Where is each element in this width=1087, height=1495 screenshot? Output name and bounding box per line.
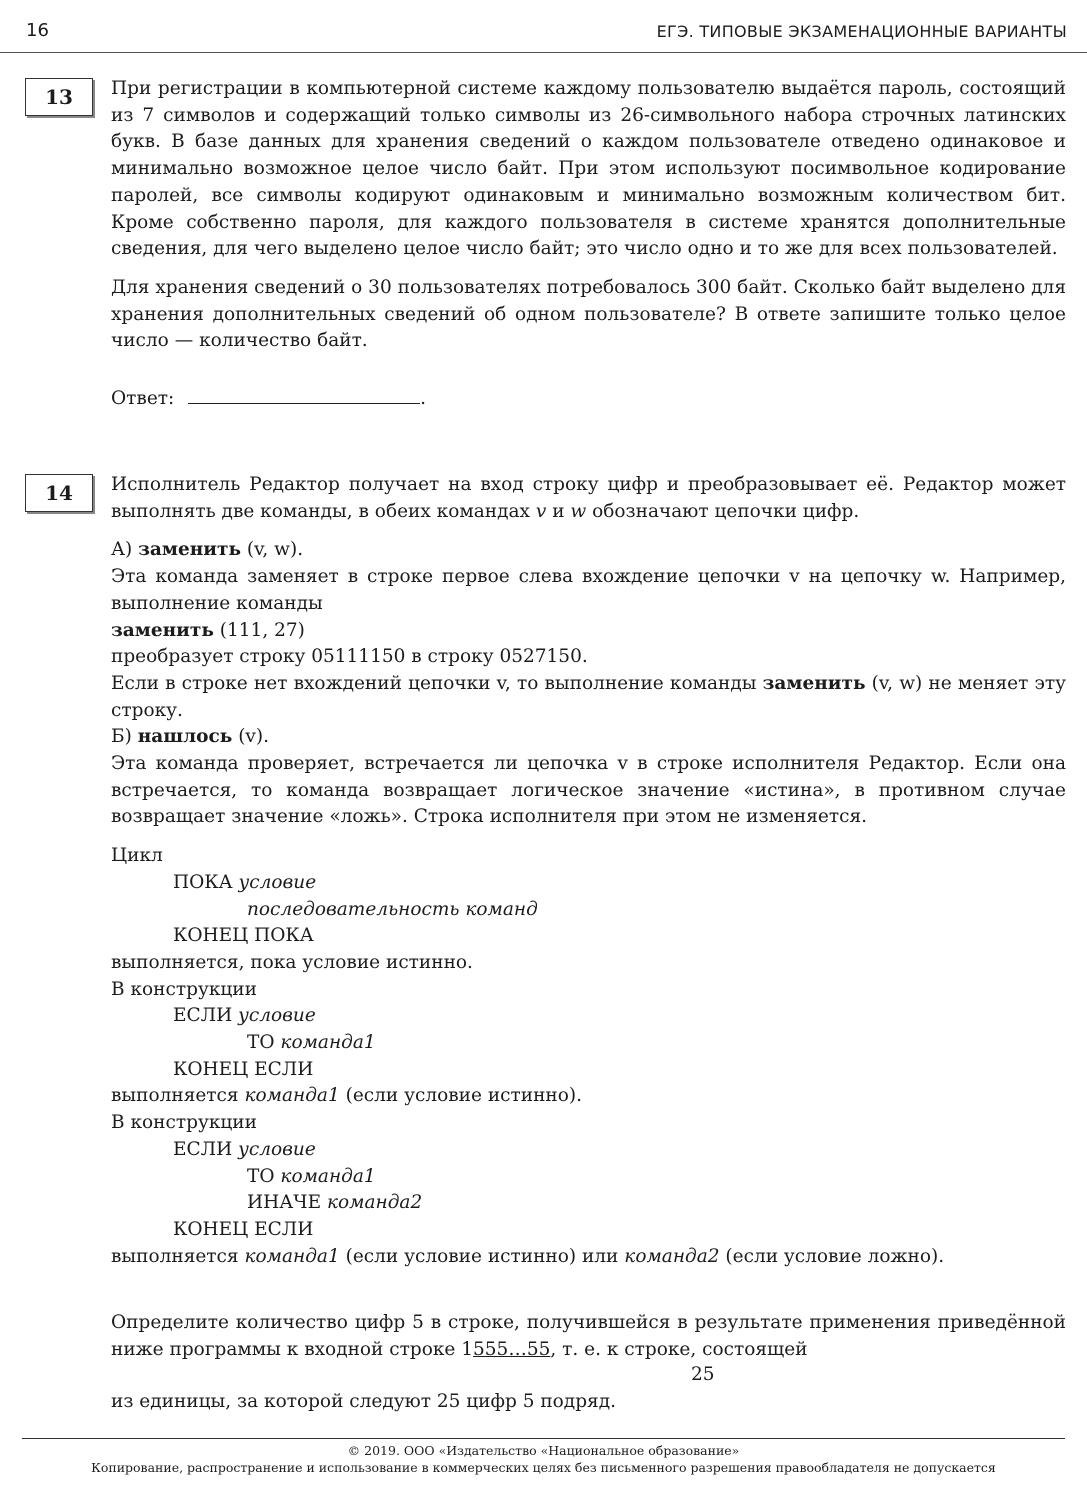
if1-label: В конструкции xyxy=(111,978,257,1000)
if1-note: выполняется команда1 (если условие истинно). xyxy=(111,1085,582,1107)
page-header xyxy=(0,0,1087,53)
answer-end-mark: . xyxy=(420,388,427,410)
end-while: КОНЕЦ ПОКА xyxy=(173,925,314,947)
loop-label: Цикл xyxy=(111,845,163,867)
command-b-description: Эта команда проверяет, встречается ли цепочка v в строке исполнителя Редактор. Если она встречается, то команда возвращает логическое значение «истина», в противном случае возвращает значение «ложь». Строка исполнителя при этом не изменяется. xyxy=(111,753,1066,828)
task-14-intro: Исполнитель Редактор получает на вход строку цифр и преобразовывает её. Редактор может выполнять две команды, в обеих командах v и w обозначают цепочки цифр. xyxy=(111,474,1066,522)
count-subscript: 25 xyxy=(691,1364,715,1385)
task-14-body xyxy=(111,472,1066,1270)
construct-descriptions xyxy=(111,843,1066,1270)
answer-label: Ответ: xyxy=(111,388,175,410)
command-a-example-result: преобразует строку 05111150 в строку 0527150. xyxy=(111,646,588,668)
running-head: ЕГЭ. ТИПОВЫЕ ЭКЗАМЕНАЦИОННЫЕ ВАРИАНТЫ xyxy=(656,22,1067,41)
page-number: 16 xyxy=(26,20,49,41)
command-a-title: А) заменить (v, w). xyxy=(111,539,304,561)
if1-end: КОНЕЦ ЕСЛИ xyxy=(173,1058,314,1080)
while-note: выполняется, пока условие истинно. xyxy=(111,951,473,973)
footer-notice: Копирование, распространение и использование в коммерческих целях без письменного разрешения правообладателя не допускается xyxy=(91,1460,996,1475)
question-text: Определите количество цифр 5 в строке, получившейся в результате применения приведённой ниже программы к входной строке 1555…55, т. е. к строке, состоящей xyxy=(111,1312,1066,1360)
if2-then: ТО команда1 xyxy=(247,1165,376,1187)
task-13-number-box: 13 xyxy=(25,78,93,116)
while-body: последовательность команд xyxy=(247,898,538,920)
if2-line: ЕСЛИ условие xyxy=(173,1138,316,1160)
command-a-description: Эта команда заменяет в строке первое слева вхождение цепочки v на цепочку w. Например, выполнение команды xyxy=(111,566,1066,614)
task-13-paragraph-2: Для хранения сведений о 30 пользователях потребовалось 300 байт. Сколько байт выделено для хранения дополнительных сведений об одном пользователе? В ответе запишите только целое число — количество байт. xyxy=(111,276,1066,352)
task-14-number-box: 14 xyxy=(25,474,93,512)
task-13-answer xyxy=(111,383,1066,413)
footer-copyright: © 2019. ООО «Издательство «Национальное образование» xyxy=(347,1443,740,1458)
question-continuation: из единицы, за которой следуют 25 цифр 5 подряд. xyxy=(111,1391,616,1413)
command-a-example: заменить (111, 27) xyxy=(111,619,305,641)
task-13-body xyxy=(111,76,1066,413)
task-13-paragraph-1: При регистрации в компьютерной системе каждому пользователю выдаётся пароль, состоящий из 7 символов и содержащий только символы из 26-символьного набора строчных латинских букв. В базе данных для хранения сведений о каждом пользователе отведено одинаковое и минимально возможное целое число байт. При этом используют посимвольное кодирование паролей, все символы кодируют одинаковым и минимально возможным количеством бит. Кроме собственно пароля, для каждого пользователя в системе хранятся дополнительные сведения, для чего выделено целое число байт; это число одно и то же для всех пользователей. xyxy=(111,78,1066,260)
command-b-title: Б) нашлось (v). xyxy=(111,726,269,748)
if2-note: выполняется команда1 (если условие истинно) или команда2 (если условие ложно). xyxy=(111,1245,945,1267)
while-line: ПОКА условие xyxy=(173,871,317,893)
task-14-question xyxy=(111,1310,1066,1416)
if2-else: ИНАЧЕ команда2 xyxy=(247,1192,423,1214)
footer-divider xyxy=(22,1438,1065,1439)
if1-then: ТО команда1 xyxy=(247,1032,376,1054)
if1-line: ЕСЛИ условие xyxy=(173,1005,316,1027)
if2-label: В конструкции xyxy=(111,1112,257,1134)
command-a-note: Если в строке нет вхождений цепочки v, то выполнение команды заменить (v, w) не меняет эту строку. xyxy=(111,672,1066,721)
underlined-fives: 555…55 xyxy=(473,1338,551,1360)
answer-field[interactable] xyxy=(188,383,420,404)
if2-end: КОНЕЦ ЕСЛИ xyxy=(173,1218,314,1240)
